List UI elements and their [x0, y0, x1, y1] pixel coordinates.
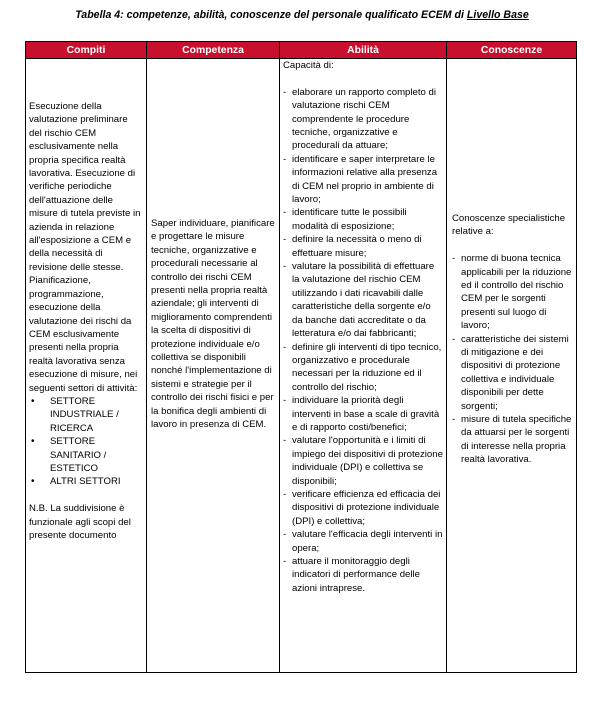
header-competenza: Competenza — [147, 42, 280, 59]
abilita-list — [283, 86, 443, 595]
abilita-item: - verificare efficienza ed efficacia dei dispositivi di protezione individuale (DPI) e collettiva; — [283, 488, 443, 528]
cell-conoscenze — [447, 59, 577, 673]
abilita-item: - identificare e saper interpretare le informazioni relative alla presenza di CEM nel proprio in ambiente di lavoro; — [283, 153, 443, 207]
header-conoscenze: Conoscenze — [447, 42, 577, 59]
cell-competenza — [147, 59, 280, 673]
conoscenze-list — [452, 252, 573, 467]
conoscenze-intro: Conoscenze specialistiche relative a: — [452, 213, 566, 238]
header-compiti: Compiti — [26, 42, 147, 59]
compiti-paragraph: Esecuzione della valutazione preliminare del rischio CEM esclusivamente nella propria specifica realtà lavorativa. Esecuzione di verifiche periodiche dell'attuazione delle misure di tutela previste in azienda in relazione all'esposizione a CEM e della necessità di revisione delle stesse. Pianificazione, programmazione, esecuzione della valutazione dei rischi da CEM esclusivamente presenti nella propria realtà lavorativa senza esecuzione di misure, nei seguenti settori di attività: — [29, 101, 141, 394]
sector-list — [29, 395, 143, 489]
table-caption — [0, 9, 604, 21]
competence-table — [25, 41, 577, 673]
abilita-item: - definire la necessità o meno di effettuare misure; — [283, 233, 443, 260]
header-row — [26, 42, 577, 59]
cell-compiti — [26, 59, 147, 673]
abilita-intro: Capacità di: — [283, 60, 334, 71]
abilita-item: - valutare la possibilità di effettuare la valutazione del rischio CEM utilizzando i dati ricavabili dalle caratteristiche della sorgente e/o da banche dati accreditate o da letteratura e/o dai fabbricanti; — [283, 260, 443, 340]
sector-item: • ALTRI SETTORI — [29, 475, 143, 488]
cell-abilita — [280, 59, 447, 673]
compiti-note: N.B. La suddivisione è funzionale agli scopi del presente documento — [29, 503, 131, 541]
abilita-item: - valutare l'opportunità e i limiti di impiego dei dispositivi di protezione individuale (DPI) e collettiva se disponibili; — [283, 434, 443, 488]
caption-text: Tabella 4: competenze, abilità, conoscenze del personale qualificato ECEM di — [75, 9, 467, 21]
conoscenze-item: - misure di tutela specifiche da attuarsi per le sorgenti di interesse nella propria realtà lavorativa. — [452, 413, 573, 467]
conoscenze-item: - norme di buona tecnica applicabili per la riduzione ed il controllo del rischio CEM per le sorgenti presenti sul luogo di lavoro; — [452, 252, 573, 332]
abilita-item: - identificare tutte le possibili modalità di esposizione; — [283, 206, 443, 233]
abilita-item: - definire gli interventi di tipo tecnico, organizzativo e procedurale necessari per la riduzione ed il controllo del rischio; — [283, 341, 443, 395]
caption-level-link: Livello Base — [466, 9, 529, 21]
content-row — [26, 59, 577, 673]
abilita-item: - elaborare un rapporto completo di valutazione rischi CEM comprendente le procedure tecniche, organizzative e procedurali da attuare; — [283, 86, 443, 153]
header-abilita: Abilità — [280, 42, 447, 59]
competenza-text: Saper individuare, pianificare e progettare le misure tecniche, organizzative e procedurali necessarie al controllo dei rischi CEM presenti nella propria realtà aziendale; gli interventi di miglioramento comprendenti la scelta di dispositivi di protezione individuale e/o collettiva se disponibili nonché l'implementazione di sistemi e strategie per il controllo dei rischi fisici e per la bonifica degli ambienti di lavoro in presenza di CEM. — [151, 218, 275, 431]
sector-item: • SETTORE SANITARIO / ESTETICO — [29, 435, 143, 475]
conoscenze-item: - caratteristiche dei sistemi di mitigazione e dei dispositivi di protezione collettiva e individuale disponibili per dette sorgenti; — [452, 333, 573, 413]
abilita-item: - attuare il monitoraggio degli indicatori di performance delle azioni intraprese. — [283, 555, 443, 595]
abilita-item: - individuare la priorità degli interventi in base a scale di gravità e di rapporto costi/benefici; — [283, 394, 443, 434]
sector-item: • SETTORE INDUSTRIALE / RICERCA — [29, 395, 143, 435]
abilita-item: - valutare l'efficacia degli interventi in opera; — [283, 528, 443, 555]
